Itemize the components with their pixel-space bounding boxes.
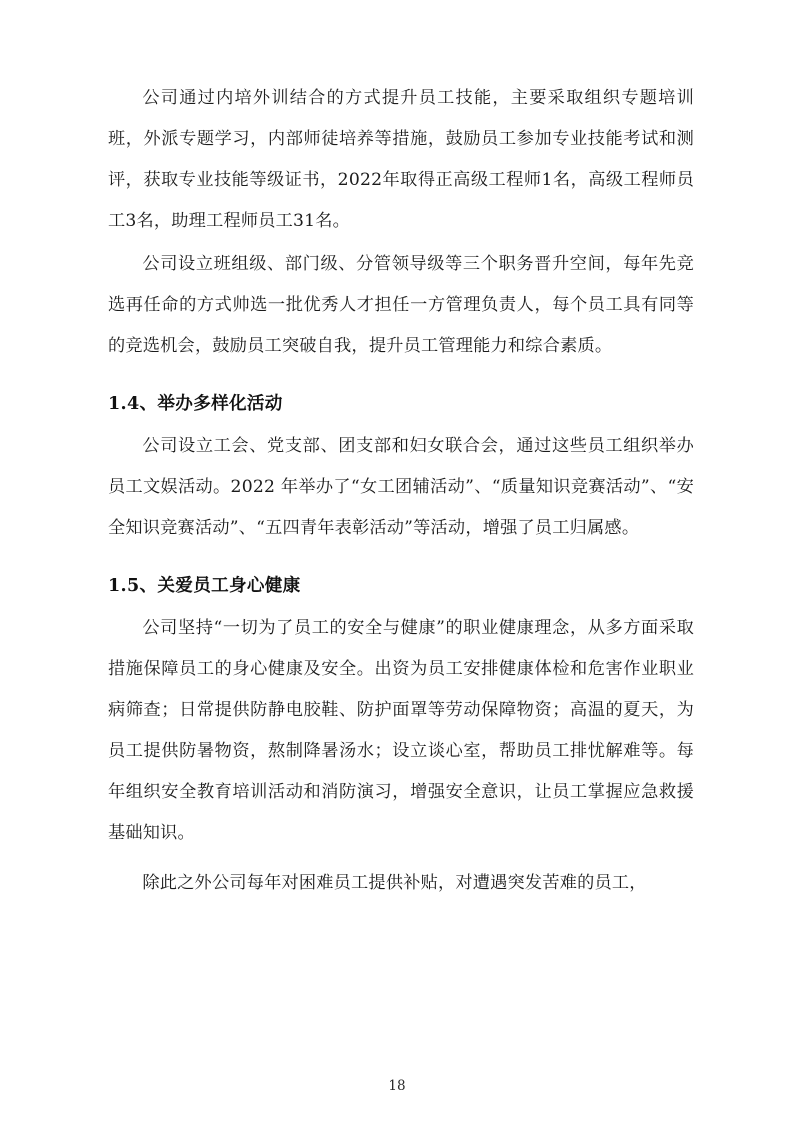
paragraph-promotion: 公司设立班组级、部门级、分管领导级等三个职务晋升空间，每年先竞选再任命的方式帅选一批优秀人才担任一方管理负责人，每个员工具有同等的竞选机会，鼓励员工突破自我，提升员工管理能力和综合素质。 [108, 254, 694, 356]
page-number: 18 [388, 1078, 406, 1094]
document-body [108, 78, 694, 904]
paragraph-activities: 公司设立工会、党支部、团支部和妇女联合会，通过这些员工组织举办员工文娱活动。2022 年举办了“女工团辅活动”、“质量知识竞赛活动”、“安全知识竞赛活动”、“五四青年表彰活动”等活动，增强了员工归属感。 [108, 436, 694, 538]
paragraph-training: 公司通过内培外训结合的方式提升员工技能，主要采取组织专题培训班，外派专题学习，内部师徒培养等措施，鼓励员工参加专业技能考试和测评，获取专业技能等级证书，2022年取得正高级工程师1名，高级工程师员工3名，助理工程师员工31名。 [108, 88, 694, 231]
heading-health: 1.5、关爱员工身心健康 [108, 575, 301, 596]
paragraph-gap [108, 856, 694, 863]
paragraph-health: 公司坚持“一切为了员工的安全与健康”的职业健康理念，从多方面采取措施保障员工的身心健康及安全。出资为员工安排健康体检和危害作业职业病筛查；日常提供防静电胶鞋、防护面罩等劳动保障物资；高温的夏天，为员工提供防暑物资，熬制降暑汤水；设立谈心室，帮助员工排忧解难等。每年组织安全教育培训活动和消防演习，增强安全意识，让员工掌握应急救援基础知识。 [108, 618, 694, 843]
paragraph-subsidy: 除此之外公司每年对困难员工提供补贴，对遭遇突发苦难的员工， [142, 873, 647, 893]
heading-activities: 1.4、举办多样化活动 [108, 393, 283, 414]
